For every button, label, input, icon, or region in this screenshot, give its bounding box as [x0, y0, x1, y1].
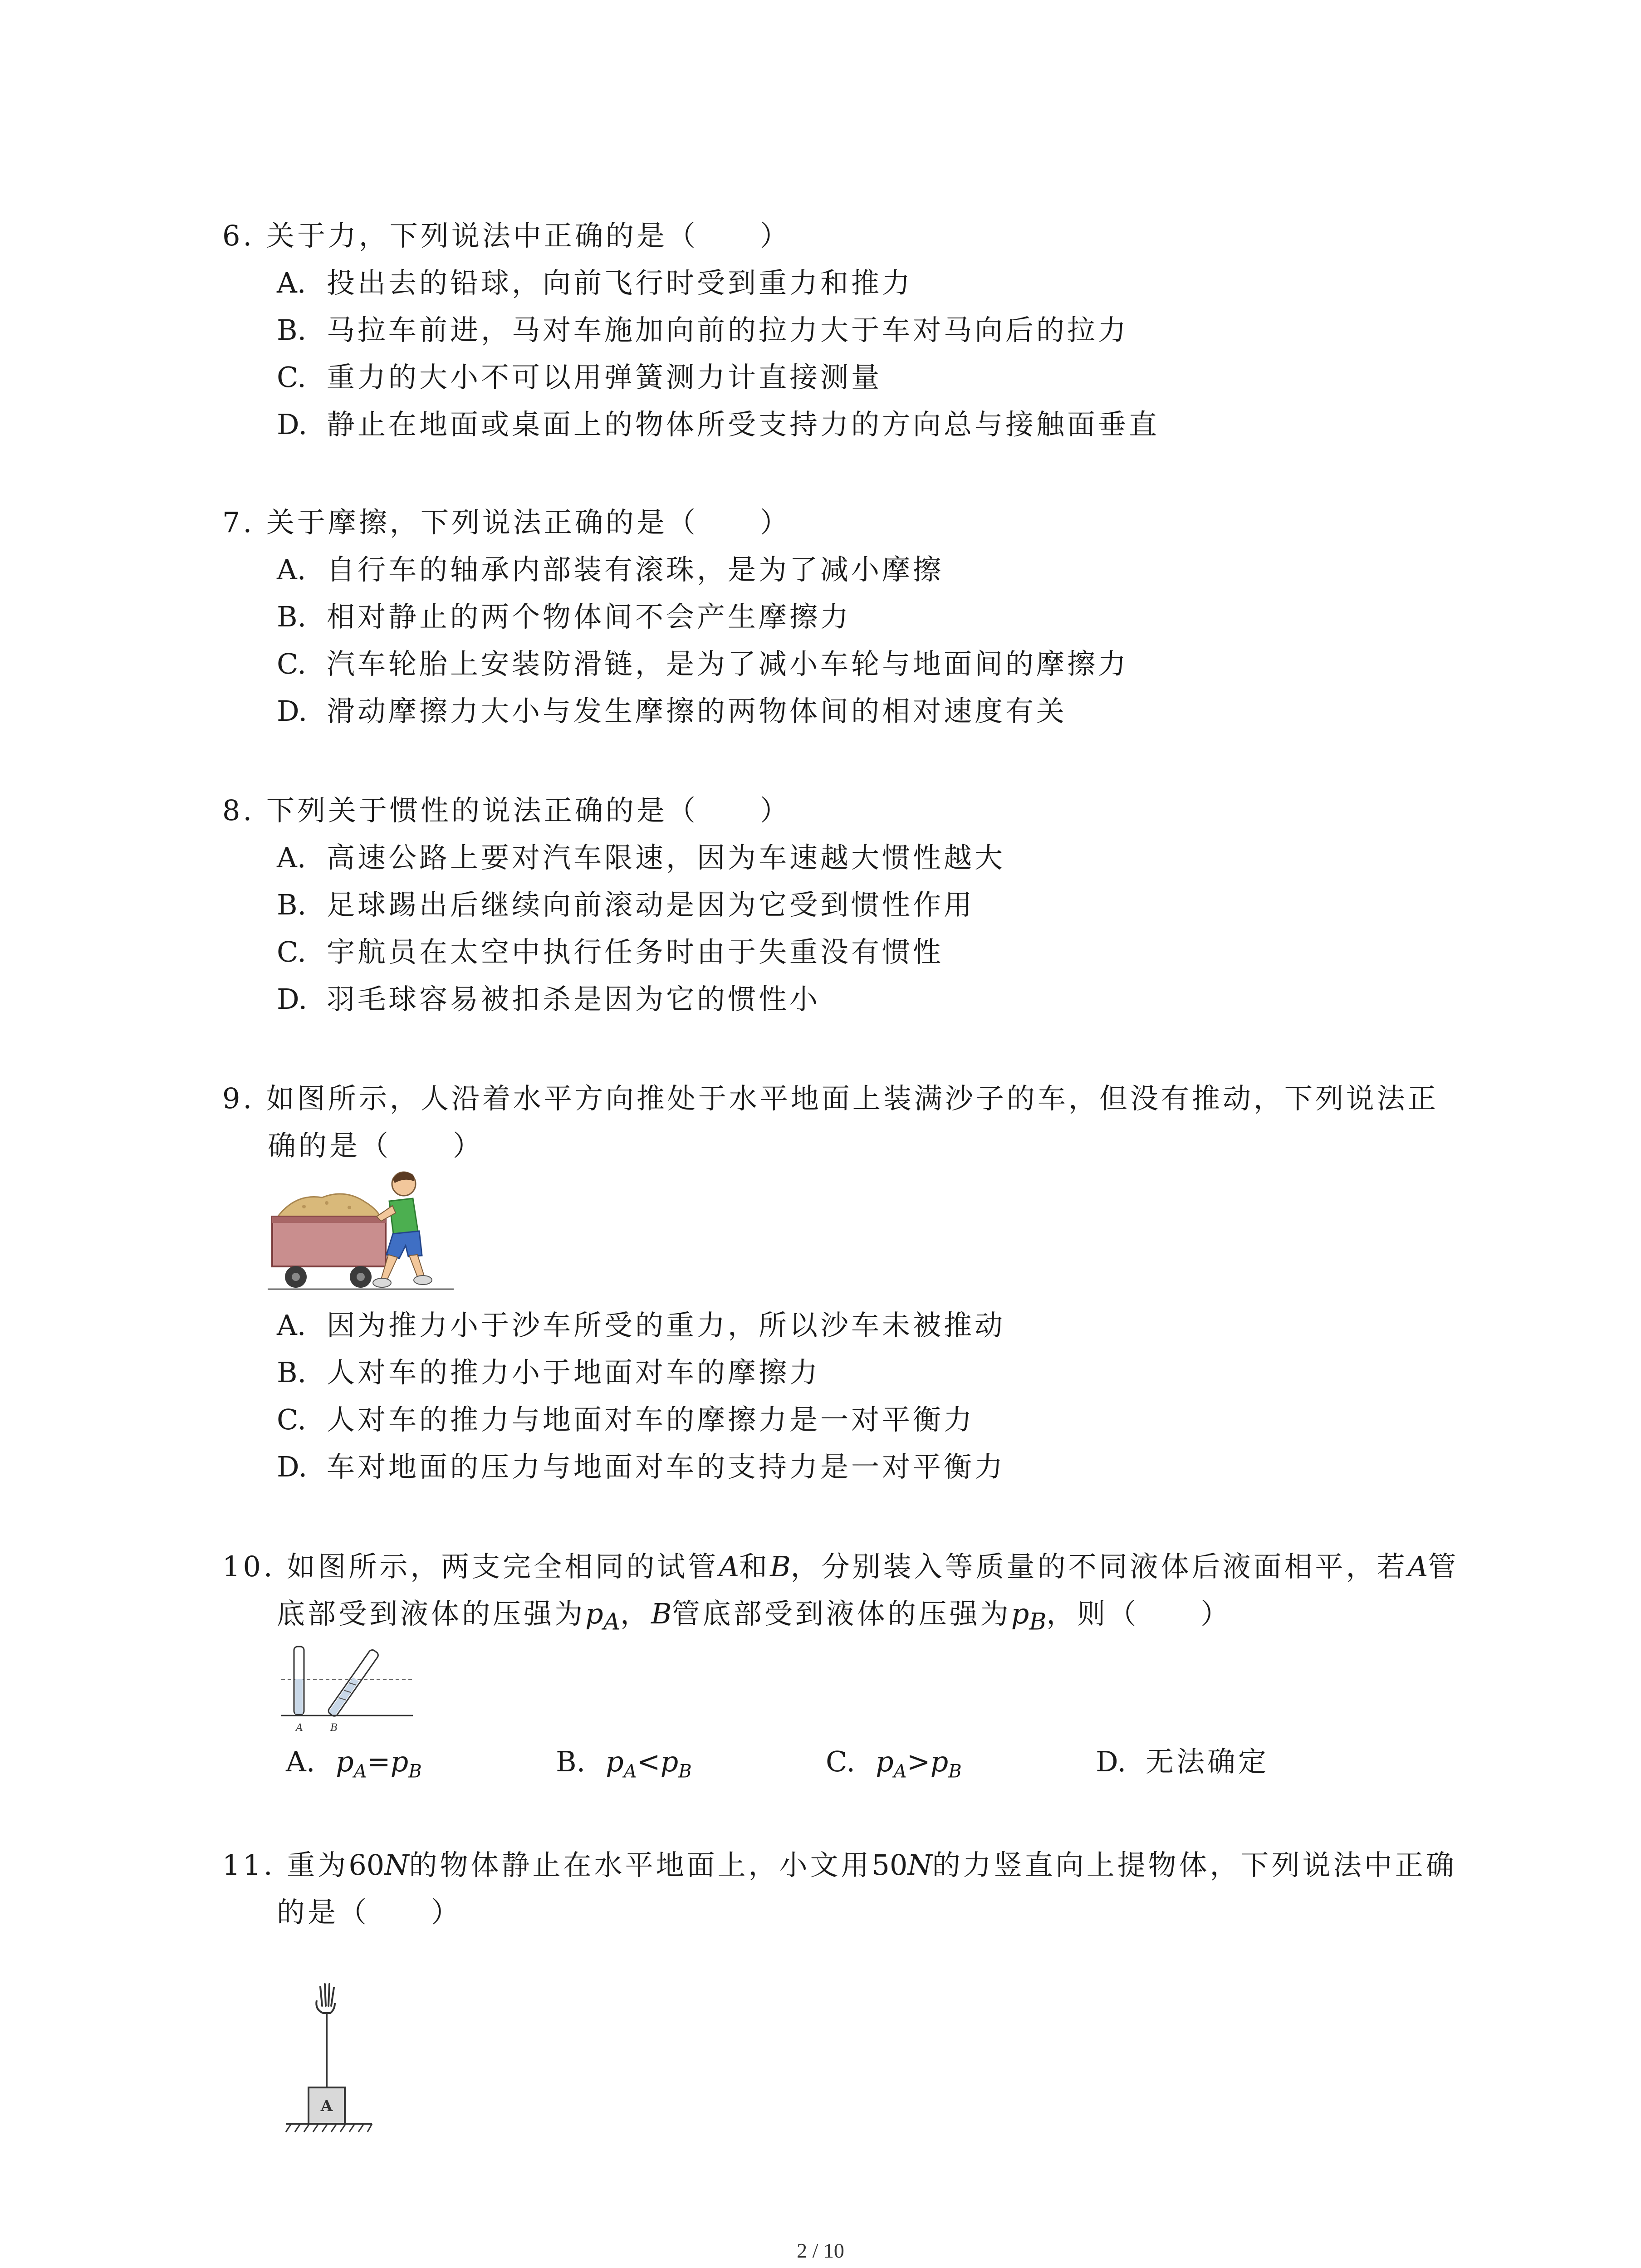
question-10-option-d: D. 无法确定: [1096, 1745, 1269, 1778]
question-6-stem: 6. 关于力，下列说法中正确的是（ ）: [222, 219, 791, 252]
test-tubes-figure: [272, 1642, 417, 1742]
question-8-option-d: D. 羽毛球容易被扣杀是因为它的惯性小: [277, 982, 821, 1016]
question-8-option-b: B. 足球踢出后继续向前滚动是因为它受到惯性作用: [277, 888, 975, 921]
question-9-option-c: C. 人对车的推力与地面对车的摩擦力是一对平衡力: [277, 1403, 975, 1436]
question-8-stem: 8. 下列关于惯性的说法正确的是（ ）: [222, 794, 791, 827]
question-9-stem-line2: 确的是（ ）: [268, 1129, 484, 1162]
tube-a-label: A: [296, 1722, 303, 1734]
question-7-option-a: A. 自行车的轴承内部装有滚珠，是为了减小摩擦: [277, 553, 944, 586]
page-number: 2 / 10: [797, 2239, 844, 2262]
block-a-label: A: [320, 2097, 333, 2115]
question-7-option-c: C. 汽车轮胎上安装防滑链，是为了减小车轮与地面间的摩擦力: [277, 647, 1129, 680]
question-8-option-c: C. 宇航员在太空中执行任务时由于失重没有惯性: [277, 935, 944, 968]
question-10-option-a: A. $p_A=p_B$: [286, 1745, 422, 1782]
question-7-option-b: B. 相对静止的两个物体间不会产生摩擦力: [277, 600, 852, 633]
hand-lifting-block-figure: [281, 1978, 381, 2150]
question-9-option-a: A. 因为推力小于沙车所受的重力，所以沙车未被推动: [277, 1309, 1006, 1342]
question-6-option-c: C. 重力的大小不可以用弹簧测力计直接测量: [277, 361, 882, 394]
sand-cart-figure: [268, 1166, 458, 1302]
question-9-stem-line1: 9. 如图所示，人沿着水平方向推处于水平地面上装满沙子的车，但没有推动，下列说法正: [222, 1082, 1439, 1115]
question-6-option-b: B. 马拉车前进，马对车施加向前的拉力大于车对马向后的拉力: [277, 313, 1129, 347]
question-10-stem-line2: 底部受到液体的压强为$p_A$，B管底部受到液体的压强为$p_B$，则（ ）: [277, 1597, 1232, 1636]
question-6-option-d: D. 静止在地面或桌面上的物体所受支持力的方向总与接触面垂直: [277, 408, 1160, 441]
question-11-stem-line2: 的是（ ）: [277, 1896, 462, 1929]
question-7-option-d: D. 滑动摩擦力大小与发生摩擦的两物体间的相对速度有关: [277, 694, 1068, 728]
question-10-option-b: B. $p_A<p_B$: [556, 1745, 692, 1782]
question-8-option-a: A. 高速公路上要对汽车限速，因为车速越大惯性越大: [277, 841, 1006, 874]
question-10-option-c: C. $p_A>p_B$: [826, 1745, 962, 1782]
question-9-option-b: B. 人对车的推力小于地面对车的摩擦力: [277, 1356, 821, 1389]
question-11-stem-line1: 11. 重为60N的物体静止在水平地面上，小文用50N的力竖直向上提物体，下列说法中正确: [222, 1848, 1457, 1882]
question-9-option-d: D. 车对地面的压力与地面对车的支持力是一对平衡力: [277, 1450, 1006, 1483]
question-6-option-a: A. 投出去的铅球，向前飞行时受到重力和推力: [277, 266, 913, 299]
tube-b-label: B: [330, 1722, 338, 1734]
question-10-stem-line1: 10. 如图所示，两支完全相同的试管A和B，分别装入等质量的不同液体后液面相平，若A管: [222, 1550, 1459, 1583]
question-7-stem: 7. 关于摩擦，下列说法正确的是（ ）: [222, 506, 791, 539]
